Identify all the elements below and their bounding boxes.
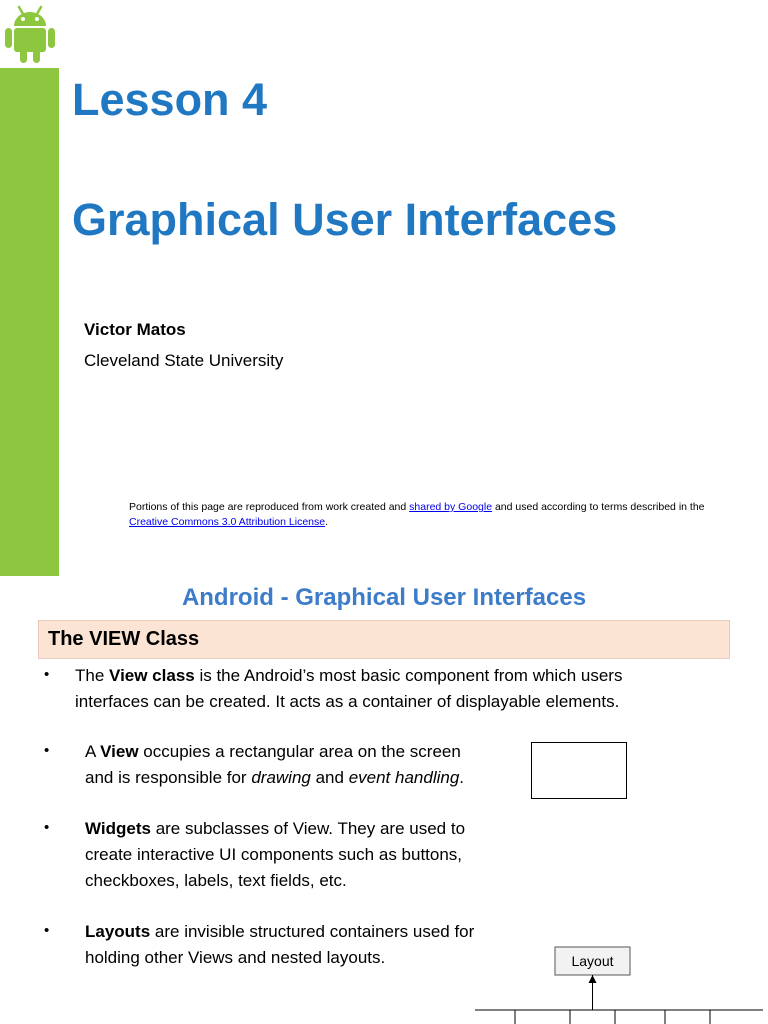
institution-name: Cleveland State University: [84, 351, 284, 370]
author-name: Victor Matos: [84, 320, 186, 339]
bullet-icon: •: [44, 742, 50, 759]
bullet-view-class: The View class is the Android’s most basic component from which users interfaces can be created. It acts as a container of displayable elements.: [75, 666, 623, 711]
content-slide: [0, 578, 768, 1024]
layout-root-label: Layout: [571, 953, 614, 969]
lesson-title: Lesson 4: [72, 74, 268, 125]
bullet-view: A View occupies a rectangular area on the screen and is responsible for drawing and event handling.: [85, 742, 465, 787]
bullet-icon: •: [44, 819, 50, 836]
lesson-subtitle: Graphical User Interfaces: [72, 194, 618, 245]
credits-text: .: [325, 516, 329, 528]
layout-hierarchy-diagram: [470, 942, 768, 1024]
credits-text: and used according to terms described in the: [492, 501, 705, 513]
bullet-layouts: Layouts are invisible structured containers used for holding other Views and nested layouts.: [85, 922, 475, 967]
slide-title: Android - Graphical User Interfaces: [181, 584, 587, 611]
shared-by-google-link[interactable]: shared by Google: [409, 501, 493, 513]
creative-commons-link[interactable]: Creative Commons 3.0 Attribution License: [129, 516, 326, 528]
accent-bar: [0, 68, 59, 576]
section-header: [38, 620, 730, 659]
bullet-icon: •: [44, 666, 50, 683]
credits-text: Portions of this page are reproduced from work created and: [129, 501, 410, 513]
section-header-label: The VIEW Class: [48, 628, 200, 650]
android-robot-icon: [4, 4, 56, 64]
bullet-widgets: Widgets are subclasses of View. They are used to create interactive UI components such as buttons, checkboxes, labels, text fields, etc.: [85, 819, 466, 890]
bullet-icon: •: [44, 922, 50, 939]
view-rectangle-illustration: [531, 742, 627, 799]
credits-note: [129, 500, 729, 530]
